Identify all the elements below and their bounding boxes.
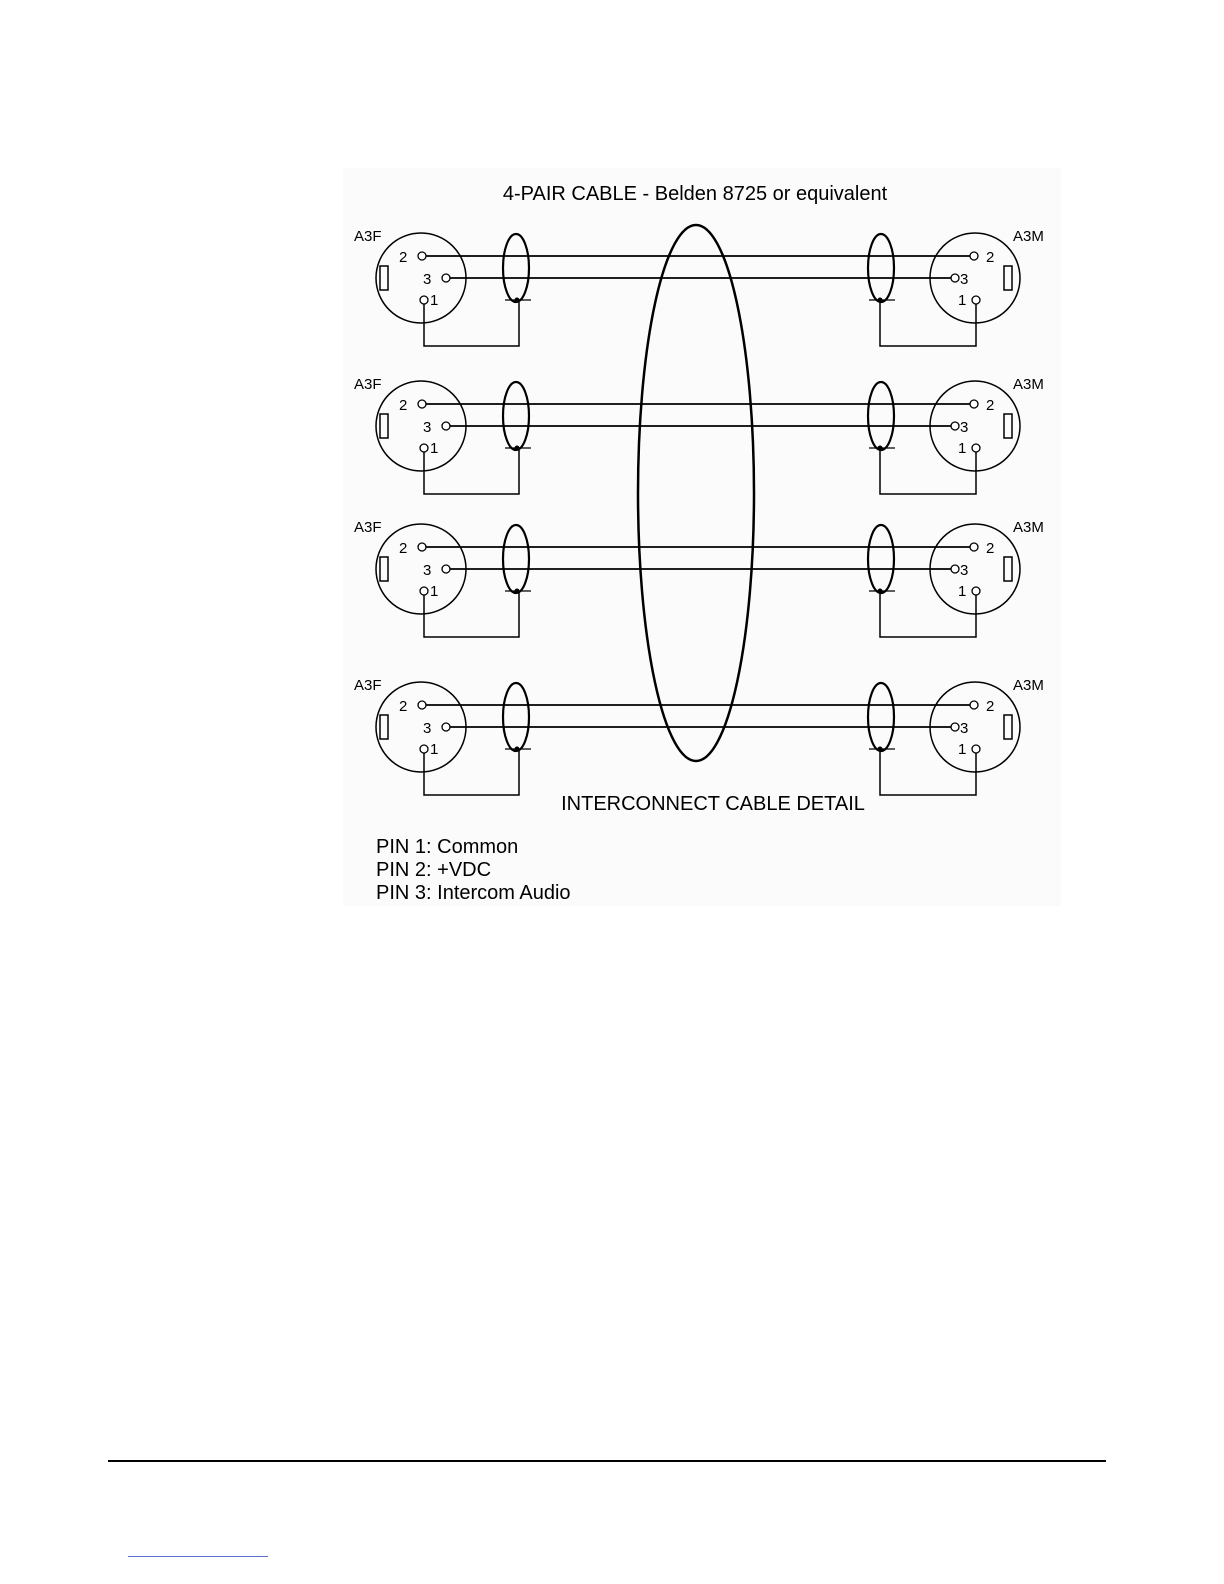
left-pin-3-contact [442,274,450,282]
right-connector-label: A3M [1013,677,1044,694]
footer-rule [108,1460,1106,1462]
left-pin-3-number: 3 [423,720,432,737]
right-pin-2-number: 2 [986,249,995,266]
left-pin-1-contact [420,587,428,595]
left-pin-1-number: 1 [430,741,439,758]
left-pin-1-contact [420,296,428,304]
legend-item-pin-1: PIN 1: Common [376,836,519,858]
footer-link-underline [128,1556,268,1557]
right-connector-label: A3M [1013,519,1044,536]
left-connector-label: A3F [354,677,382,694]
left-pin-2-contact [418,543,426,551]
legend-item-pin-2: PIN 2: +VDC [376,859,492,881]
left-connector-label: A3F [354,519,382,536]
right-pin-1-number: 1 [958,741,967,758]
left-pin-2-number: 2 [399,698,408,715]
left-pin-1-number: 1 [430,440,439,457]
right-pin-1-number: 1 [958,292,967,309]
legend-item-pin-3: PIN 3: Intercom Audio [376,882,571,904]
right-pin-2-contact [970,400,978,408]
left-pin-2-contact [418,252,426,260]
left-pin-2-number: 2 [399,540,408,557]
left-pin-3-number: 3 [423,562,432,579]
right-pin-1-contact [972,745,980,753]
right-pin-1-number: 1 [958,440,967,457]
left-pin-2-contact [418,701,426,709]
right-pin-1-number: 1 [958,583,967,600]
right-pin-3-number: 3 [960,419,969,436]
right-pin-1-contact [972,587,980,595]
right-pin-2-number: 2 [986,397,995,414]
right-pin-3-number: 3 [960,720,969,737]
right-pin-3-contact [951,422,959,430]
left-pin-3-contact [442,422,450,430]
right-pin-2-contact [970,543,978,551]
right-pin-3-number: 3 [960,271,969,288]
right-pin-2-number: 2 [986,540,995,557]
right-pin-1-contact [972,296,980,304]
right-pin-2-contact [970,701,978,709]
left-pin-2-contact [418,400,426,408]
left-pin-1-number: 1 [430,583,439,600]
right-pin-3-contact [951,565,959,573]
left-pin-1-contact [420,745,428,753]
left-connector-label: A3F [354,376,382,393]
left-connector-label: A3F [354,228,382,245]
right-pin-2-number: 2 [986,698,995,715]
right-connector-label: A3M [1013,376,1044,393]
left-pin-3-contact [442,565,450,573]
left-pin-3-contact [442,723,450,731]
left-pin-3-number: 3 [423,419,432,436]
right-pin-1-contact [972,444,980,452]
right-pin-2-contact [970,252,978,260]
right-pin-3-contact [951,723,959,731]
diagram-title: 4-PAIR CABLE - Belden 8725 or equivalent [502,183,888,205]
left-pin-2-number: 2 [399,249,408,266]
left-pin-1-number: 1 [430,292,439,309]
right-pin-3-number: 3 [960,562,969,579]
right-pin-3-contact [951,274,959,282]
diagram-caption: INTERCONNECT CABLE DETAIL [561,793,865,815]
right-connector-label: A3M [1013,228,1044,245]
left-pin-1-contact [420,444,428,452]
left-pin-2-number: 2 [399,397,408,414]
left-pin-3-number: 3 [423,271,432,288]
